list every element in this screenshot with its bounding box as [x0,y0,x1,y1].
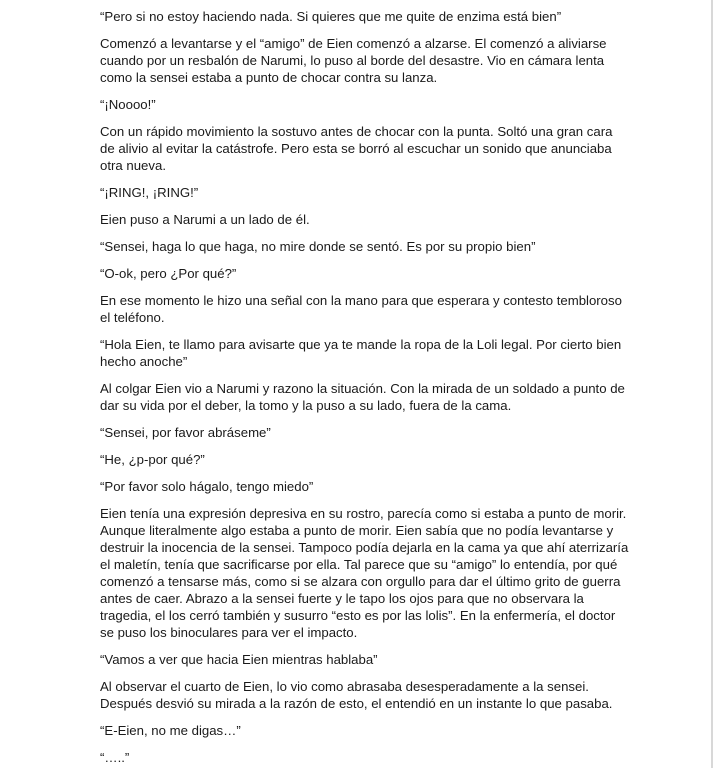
paragraph: Eien tenía una expresión depresiva en su rostro, parecía como si estaba a punto de morir. Aunque literalmente algo estaba a punto de morir. Eien sabía que no podía levantarse y destruir la inocencia de la sensei. Tampoco podía dejarla en la cama ya que ahí aterrizaría el maletín, tenía que sacrificarse por ella. Tal parece que su “amigo” lo entendía, por qué comenzó a tensarse más, como si se alzara con orgullo para dar el último grito de guerra antes de caer. Abrazo a la sensei fuerte y le tapo los ojos para que no observara la tragedia, el los cerró también y susurro “esto es por las lolis”. En la enfermería, el doctor se puso los binoculares para ver el impacto. [100,506,629,640]
paragraph: “E-Eien, no me digas…” [100,723,241,738]
paragraph: Eien puso a Narumi a un lado de él. [100,212,310,227]
paragraph: Al colgar Eien vio a Narumi y razono la situación. Con la mirada de un soldado a punto de dar su vida por el deber, la tomo y la puso a su lado, fuera de la cama. [100,381,625,413]
paragraph: “Hola Eien, te llamo para avisarte que ya te mande la ropa de la Loli legal. Por cierto bien hecho anoche” [100,337,622,369]
document-body [100,0,630,776]
paragraph: Comenzó a levantarse y el “amigo” de Eien comenzó a alzarse. El comenzó a aliviarse cuando por un resbalón de Narumi, lo puso al borde del desastre. Vio en cámara lenta como la sensei estaba a punto de chocar contra su lanza. [100,36,607,85]
paragraph: “…..” [100,750,130,765]
paragraph: “Sensei, haga lo que haga, no mire donde se sentó. Es por su propio bien” [100,239,536,254]
paragraph: “O-ok, pero ¿Por qué?” [100,266,237,281]
paragraph: “Vamos a ver que hacia Eien mientras hablaba” [100,652,378,667]
paragraph: Al observar el cuarto de Eien, lo vio como abrasaba desesperadamente a la sensei. Después desvió su mirada a la razón de esto, el entendió en un instante lo que pasaba. [100,679,613,711]
paragraph: “Por favor solo hágalo, tengo miedo” [100,479,314,494]
paragraph: “He, ¿p-por qué?” [100,452,205,467]
paragraph: “Sensei, por favor abráseme” [100,425,271,440]
paragraph: Con un rápido movimiento la sostuvo antes de chocar con la punta. Soltó una gran cara de alivio al evitar la catástrofe. Pero esta se borró al escuchar un sonido que anunciaba otra nueva. [100,124,613,173]
paragraph: En ese momento le hizo una señal con la mano para que esperara y contesto tembloroso el teléfono. [100,293,622,325]
paragraph: “Pero si no estoy haciendo nada. Si quieres que me quite de enzima está bien” [100,9,562,24]
paragraph: “¡Noooo!” [100,97,156,112]
paragraph: “¡RING!, ¡RING!” [100,185,199,200]
